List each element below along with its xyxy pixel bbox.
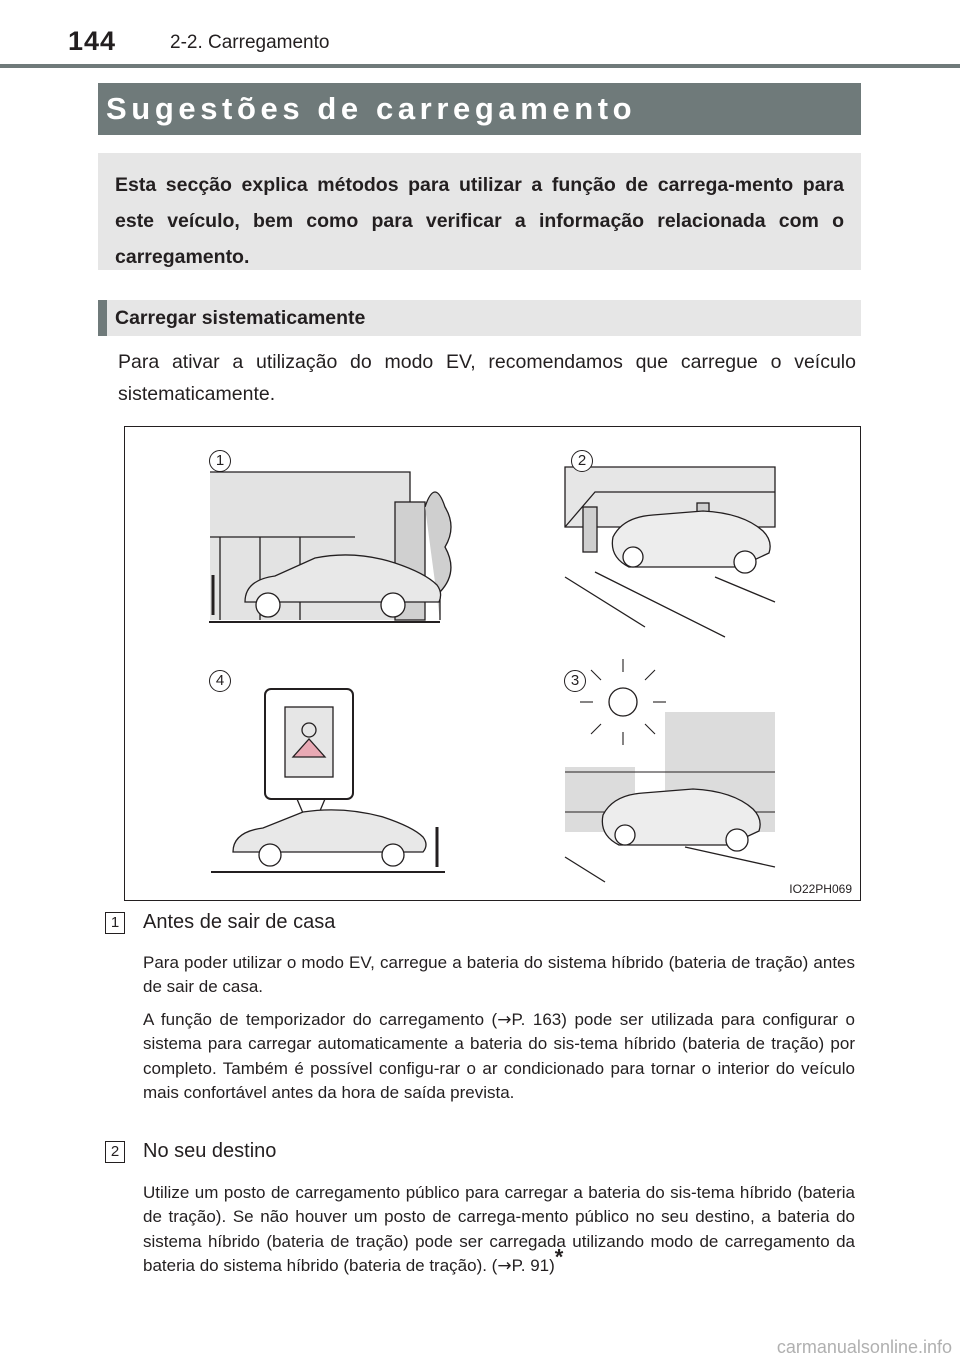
arrow-icon: → <box>497 1010 512 1030</box>
callout-4: 4 <box>209 670 231 692</box>
header-rule <box>0 64 960 68</box>
item-1-paragraph-1: Para poder utilizar o modo EV, carregue a bateria do sistema híbrido (bateria de tração) antes de sair de casa. <box>143 953 855 997</box>
destination-scene <box>565 467 775 637</box>
item-title-2: No seu destino <box>143 1140 277 1162</box>
callout-3: 3 <box>564 670 586 692</box>
watermark: carmanualsonline.info <box>776 1337 952 1357</box>
home-scene <box>209 472 451 622</box>
item-1-paragraph-2 <box>143 1008 855 1105</box>
intro-text: Esta secção explica métodos para utilizar a função de carrega-mento para este veículo, bem como para verificar a informação relacionada com o carregamento. <box>115 174 844 268</box>
item-number-2: 2 <box>105 1141 125 1163</box>
subsection-bar <box>98 300 861 336</box>
item-1-p2-start: A função de temporizador do carregamento ( <box>143 1010 498 1029</box>
item-title-1: Antes de sair de casa <box>143 911 336 933</box>
arrow-icon: → <box>497 1255 512 1276</box>
footnote-mark: * <box>554 1244 564 1270</box>
illustration-drawing <box>125 427 860 900</box>
page-number: 144 <box>68 26 117 56</box>
subsection-title: Carregar sistematicamente <box>115 307 366 329</box>
item-1-p2-end: P. 163) pode ser utilizada para configurar o sistema para carregar automaticamente a bateria do sis-tema híbrido (bateria de tração) por completo. Também é possível configu-rar o ar condicionado para tornar o interior do veículo mais confortável antes da hora de saída prevista. <box>143 1010 855 1102</box>
subsection-lead: Para ativar a utilização do modo EV, recomendamos que carregue o veículo sistematicamente. <box>118 351 856 405</box>
intro-box <box>98 153 861 270</box>
page-title: Sugestões de carregamento <box>106 91 637 126</box>
item-2-paragraph-1 <box>143 1181 855 1278</box>
title-bar <box>98 83 861 135</box>
figure-code: IO22PH069 <box>789 882 852 896</box>
illustration <box>124 426 861 901</box>
timer-scene <box>211 689 445 872</box>
daytime-scene <box>565 659 775 882</box>
section-header: 2-2. Carregamento <box>170 32 330 53</box>
callout-1: 1 <box>209 450 231 472</box>
item-2-p1-end: P. 91) <box>511 1255 555 1275</box>
callout-2: 2 <box>571 450 593 472</box>
item-2-p1-start: Utilize um posto de carregamento público para carregar a bateria do sis-tema híbrido (bateria de tração). Se não houver um posto de carrega-mento público no seu destino, a bateria do sistema híbrido (bateria de tração) pode ser carregada utilizando modo de carregamento da bateria do sistema híbrido (bateria de tração). ( <box>143 1183 855 1275</box>
subsection-marker <box>98 300 107 336</box>
item-number-1: 1 <box>105 912 125 934</box>
